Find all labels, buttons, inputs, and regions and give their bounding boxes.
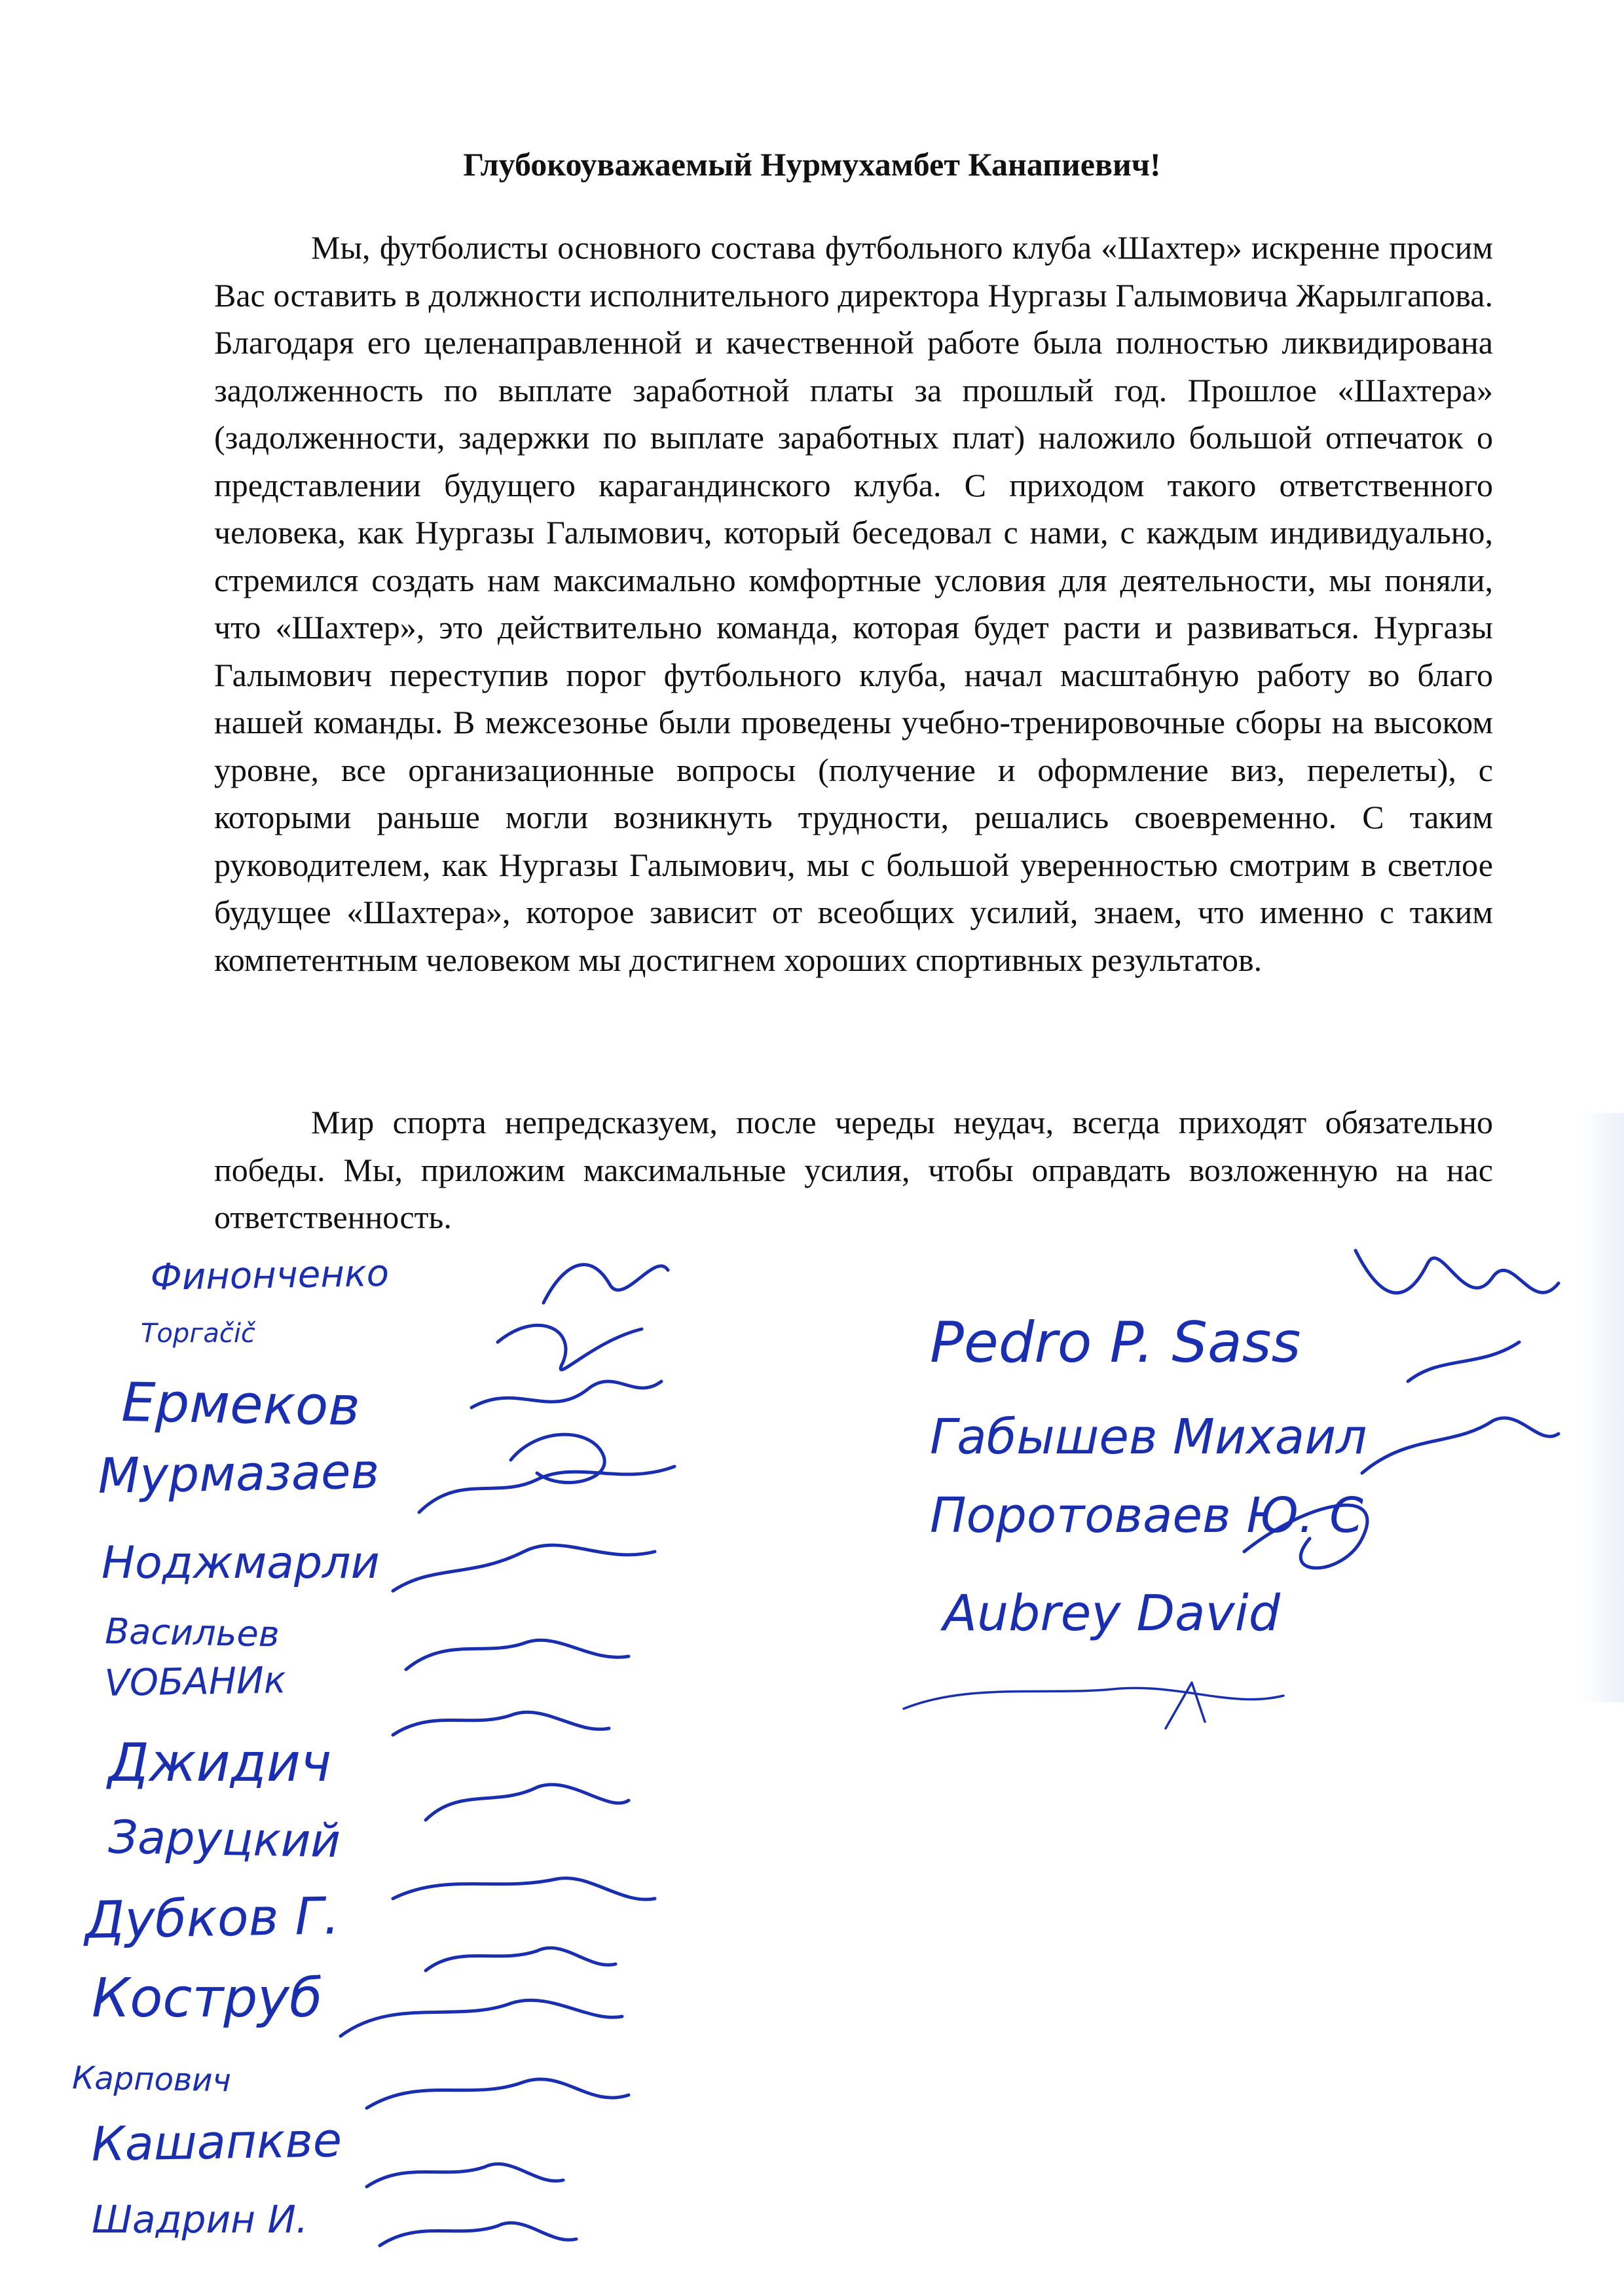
signature-name-left: Шадрин И. [92, 2197, 308, 2242]
signature-name-right: Pedro P. Sass [930, 1310, 1301, 1376]
signature-name-left: Торгаčič [141, 1319, 255, 1349]
signature-name-left: Коструб [92, 1967, 323, 2030]
signature-name-left: Дубков Г. [84, 1887, 341, 1950]
signature-name-left: Джидич [108, 1732, 332, 1793]
signature-name-left: Васильев [104, 1611, 280, 1655]
signature-name-left: Ермеков [120, 1372, 361, 1438]
letter-paragraph-1: Мы, футболисты основного состава футбольного клуба «Шахтер» искренне просим Вас оставить в должности исполнительного директора Нургазы Галымовича Жарылгапова. Благодаря его целенаправленной и качественной работе была полностью ликвидирована задолженность по выплате заработной платы за прошлый год. Прошлое «Шахтера» (задолженности, задержки по выплате заработных плат) наложило большой отпечаток о представлении будущего карагандинского клуба. С приходом такого ответственного человека, как Нургазы Галымович, который беседовал с нами, с каждым индивидуально, стремился создать нам максимально комфортные условия для деятельности, мы поняли, что «Шахтер», это действительно команда, которая будет расти и развиваться. Нургазы Галымович переступив порог футбольного клуба, начал масштабную работу во благо нашей команды. В межсезонье были проведены учебно-тренировочные сборы на высоком уровне, все организационные вопросы (получение и оформление виз, перелеты), с которыми раньше могли возникнуть трудности, решались своевременно. С таким руководителем, как Нургазы Галымович, мы с большой уверенностью смотрим в светлое будущее «Шахтера», которое зависит от всеобщих усилий, знаем, что именно с таким компетентным человеком мы достигнем хороших спортивных результатов. [214, 229, 1493, 978]
signature-name-left: VOБАНИк [104, 1659, 287, 1705]
signature-name-right: Габышев Михаил [930, 1409, 1367, 1465]
signature-name-left: Карпович [71, 2060, 232, 2100]
signatures-area [0, 1211, 1624, 2291]
left-signature-scribbles [341, 1265, 674, 2246]
signature-name-right: Aubrey David [943, 1584, 1280, 1642]
letter-paragraph-2: Мир спорта непредсказуем, после череды неудач, всегда приходят обязательно победы. Мы, приложим максимальные усилия, чтобы оправдать возложенную на нас ответственность. [214, 1104, 1493, 1235]
right-signature-names [930, 1310, 1367, 1642]
left-signature-names [72, 1252, 390, 2242]
signature-name-left: Ноджмарли [101, 1537, 380, 1589]
signature-name-left: Кашапкве [90, 2112, 342, 2172]
signature-name-right: Поротоваев Ю. С [930, 1487, 1363, 1544]
signature-name-left: Финонченко [150, 1252, 390, 1299]
signature-name-left: Мурмазаев [97, 1443, 380, 1504]
letter-salutation: Глубокоуважаемый Нурмухамбет Канапиевич! [463, 146, 1161, 183]
signature-name-left: Заруцкий [107, 1810, 341, 1868]
